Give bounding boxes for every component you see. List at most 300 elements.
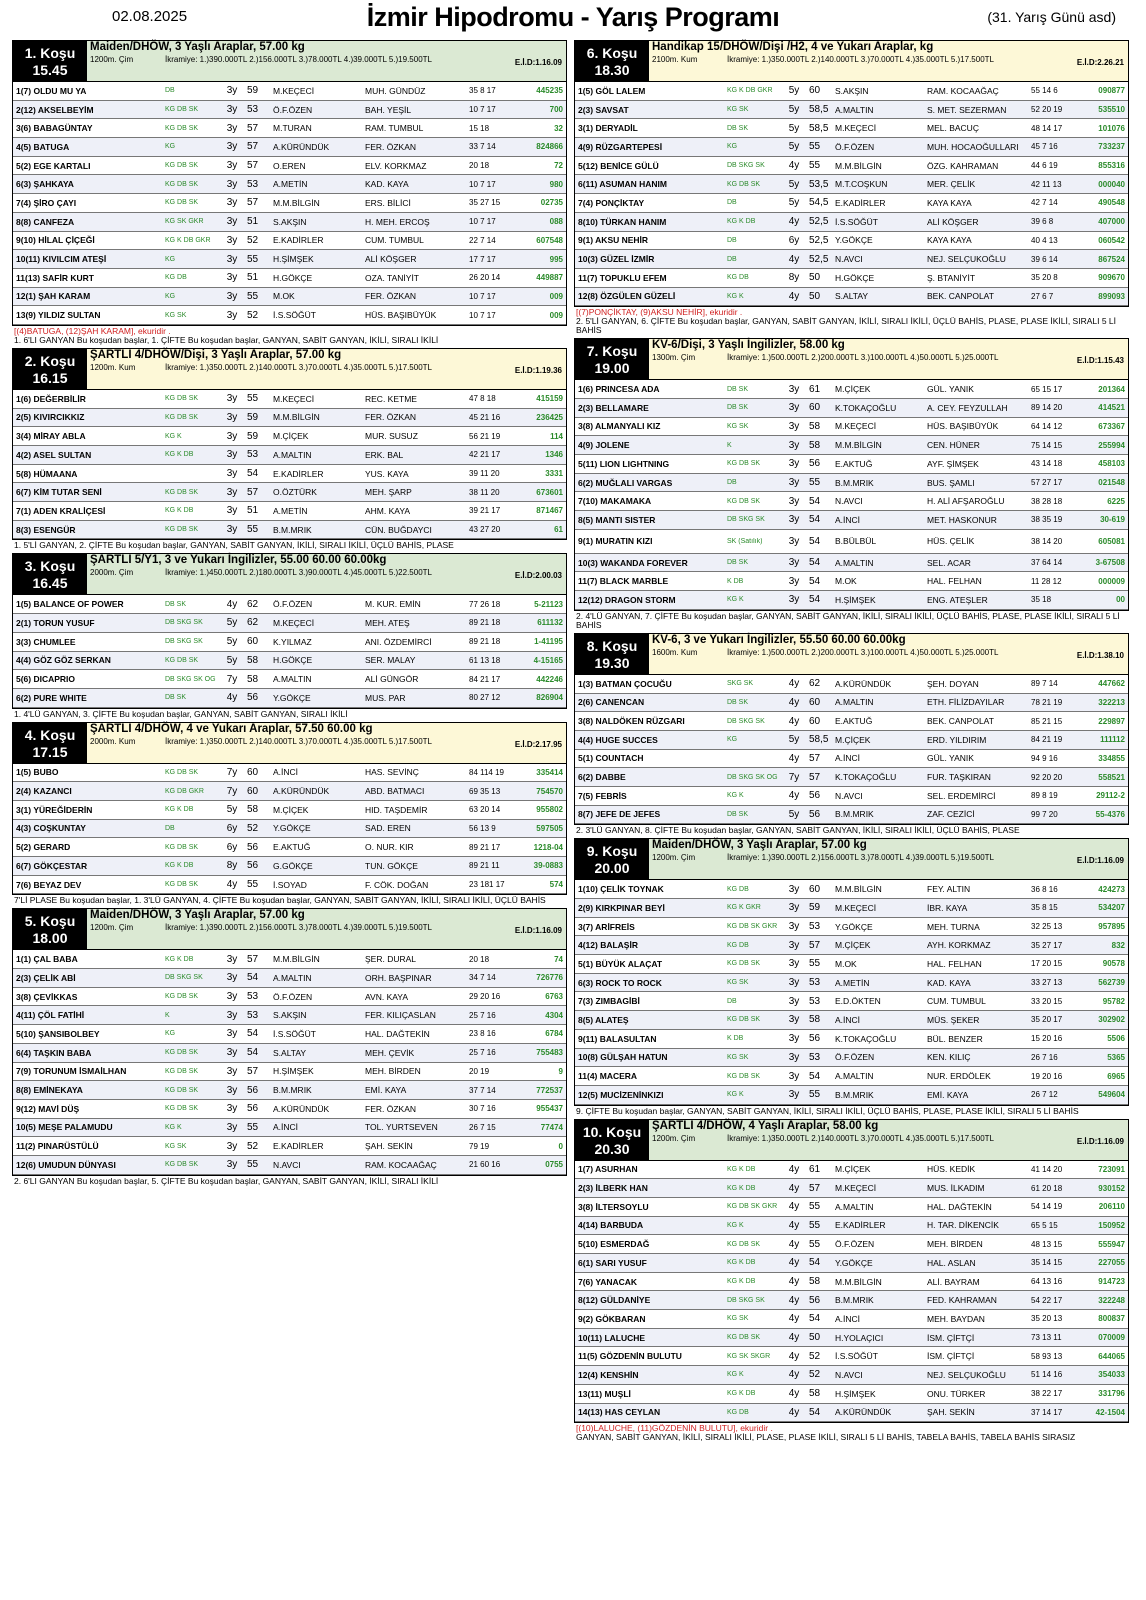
runner-row[interactable] bbox=[13, 1081, 566, 1100]
horse-age: 7y bbox=[226, 673, 238, 685]
runner-row[interactable] bbox=[575, 1404, 1128, 1423]
runner-row[interactable] bbox=[575, 1030, 1128, 1049]
horse-name[interactable]: 3(4) MİRAY ABLA bbox=[16, 431, 86, 442]
horse-name[interactable]: 2(5) KIVIRCIKKIZ bbox=[16, 412, 85, 423]
runner-row[interactable] bbox=[13, 1063, 566, 1082]
horse-name[interactable]: 3(8) ALMANYALI KIZ bbox=[578, 421, 661, 432]
handicap-stats: 10 7 17 bbox=[469, 217, 496, 227]
equipment: KG K DB GKR bbox=[165, 236, 211, 244]
runner-row[interactable] bbox=[13, 269, 566, 288]
horse-name[interactable]: 12(8) ÖZGÜLEN GÜZELİ bbox=[578, 291, 676, 302]
last-form: 229897 bbox=[1098, 716, 1125, 726]
runner-row[interactable] bbox=[575, 1161, 1128, 1180]
equipment: KG DB SK bbox=[165, 526, 199, 534]
horse-name[interactable]: 10(5) MEŞE PALAMUDU bbox=[16, 1122, 113, 1133]
horse-name[interactable]: 3(8) İLTERSOYLU bbox=[578, 1201, 649, 1212]
horse-name[interactable]: 1(1) ÇAL BABA bbox=[16, 954, 78, 965]
runner-row[interactable] bbox=[13, 521, 566, 540]
jockey: N.AVCI bbox=[835, 496, 863, 507]
race-block bbox=[574, 1119, 1129, 1446]
runner-row[interactable] bbox=[13, 838, 566, 857]
horse-name[interactable]: 6(3) ROCK TO ROCK bbox=[578, 977, 662, 988]
runner-row[interactable] bbox=[13, 427, 566, 446]
runner-row[interactable] bbox=[13, 483, 566, 502]
runner-row[interactable] bbox=[13, 213, 566, 232]
owner: M. KUR. EMİN bbox=[365, 599, 421, 610]
runner-row[interactable] bbox=[575, 1198, 1128, 1217]
runner-row[interactable] bbox=[13, 689, 566, 708]
horse-name[interactable]: 5(12) BENİCE GÜLÜ bbox=[578, 160, 659, 171]
runner-row[interactable] bbox=[575, 101, 1128, 120]
handicap-stats: 35 20 17 bbox=[1031, 1015, 1063, 1025]
runner-row[interactable] bbox=[13, 782, 566, 801]
runner-row[interactable] bbox=[575, 731, 1128, 750]
runner-row[interactable] bbox=[575, 1067, 1128, 1086]
horse-name[interactable]: 5(6) DICAPRIO bbox=[16, 674, 76, 685]
runner-row[interactable] bbox=[575, 918, 1128, 937]
horse-name[interactable]: 4(5) BATUGA bbox=[16, 141, 70, 152]
equipment: KG DB SK GKR bbox=[727, 923, 778, 931]
horse-name[interactable]: 1(6) DEĞERBİLİR bbox=[16, 393, 86, 404]
runner-row[interactable] bbox=[575, 399, 1128, 418]
horse-name[interactable]: 3(3) CHUMLEE bbox=[16, 636, 76, 647]
runner-row[interactable] bbox=[575, 936, 1128, 955]
equipment: KG SK bbox=[165, 311, 187, 319]
runner-row[interactable] bbox=[13, 801, 566, 820]
bet-types-note: 2. 6'LI GANYAN Bu koşudan başlar, 5. ÇİFTE Bu koşudan başlar, GANYAN, SABİT GANYAN, İKİLİ, SIRALI İKİLİ bbox=[14, 1175, 439, 1186]
weight: 53 bbox=[247, 178, 259, 190]
owner: AVN. KAYA bbox=[365, 991, 408, 1002]
handicap-stats: 10 7 17 bbox=[469, 291, 496, 301]
runner-row[interactable] bbox=[575, 418, 1128, 437]
runner-row[interactable] bbox=[575, 82, 1128, 101]
horse-name[interactable]: 12(1) ŞAH KARAM bbox=[16, 291, 91, 302]
runner-row[interactable] bbox=[575, 380, 1128, 399]
race-note bbox=[574, 824, 1129, 838]
runner-row[interactable] bbox=[575, 511, 1128, 530]
horse-name[interactable]: 5(2) GERARD bbox=[16, 842, 71, 853]
horse-name[interactable]: 6(4) TAŞKIN BABA bbox=[16, 1047, 92, 1058]
horse-name[interactable]: 2(4) KAZANCI bbox=[16, 786, 72, 797]
horse-name[interactable]: 2(9) KIRKPINAR BEYİ bbox=[578, 902, 665, 913]
runner-row[interactable] bbox=[13, 988, 566, 1007]
horse-name[interactable]: 2(3) BELLAMARE bbox=[578, 402, 649, 413]
horse-name[interactable]: 5(10) ŞANSIBOLBEY bbox=[16, 1028, 100, 1039]
race-header bbox=[12, 722, 567, 764]
runner-row[interactable] bbox=[575, 591, 1128, 610]
horse-name[interactable]: 3(1) DERYADİL bbox=[578, 123, 638, 134]
runner-row[interactable] bbox=[13, 633, 566, 652]
runner-row[interactable] bbox=[575, 899, 1128, 918]
last-form: 442246 bbox=[536, 674, 563, 684]
runner-row[interactable] bbox=[575, 530, 1128, 554]
last-form: 558521 bbox=[1098, 772, 1125, 782]
runner-row[interactable] bbox=[575, 1347, 1128, 1366]
runner-row[interactable] bbox=[575, 1011, 1128, 1030]
last-form: 4304 bbox=[545, 1010, 563, 1020]
horse-name[interactable]: 1(5) BUBO bbox=[16, 767, 59, 778]
equipment: DB bbox=[727, 199, 737, 207]
runner-row[interactable] bbox=[13, 194, 566, 213]
last-form: 449887 bbox=[536, 273, 563, 283]
jockey: A.METİN bbox=[273, 505, 308, 516]
owner: Ş. BTANİYİT bbox=[927, 272, 976, 283]
race-note bbox=[12, 325, 567, 348]
runner-row[interactable] bbox=[575, 455, 1128, 474]
horse-name[interactable]: 4(9) JOLENE bbox=[578, 440, 630, 451]
horse-name[interactable]: 8(8) CANFEZA bbox=[16, 216, 75, 227]
runner-row[interactable] bbox=[575, 269, 1128, 288]
weight: 54,5 bbox=[809, 197, 829, 209]
horse-name[interactable]: 4(3) COŞKUNTAY bbox=[16, 823, 86, 834]
owner: MEH. BAYDAN bbox=[927, 1313, 985, 1324]
handicap-stats: 38 11 20 bbox=[469, 487, 500, 497]
owner: NEJ. SELÇUKOĞLU bbox=[927, 254, 1006, 265]
runner-row[interactable] bbox=[13, 119, 566, 138]
horse-name[interactable]: 12(5) MUCİZENİNKIZI bbox=[578, 1089, 664, 1100]
runner-row[interactable] bbox=[575, 712, 1128, 731]
horse-name[interactable]: 8(7) JEFE DE JEFES bbox=[578, 809, 661, 820]
runner-row[interactable] bbox=[13, 1119, 566, 1138]
horse-name[interactable]: 5(10) ESMERDAĞ bbox=[578, 1239, 650, 1250]
horse-name[interactable]: 12(4) KENSHİN bbox=[578, 1369, 639, 1380]
horse-age: 8y bbox=[226, 860, 238, 872]
owner: HAS. SEVİNÇ bbox=[365, 767, 419, 778]
horse-age: 4y bbox=[788, 253, 800, 265]
race-time: 19.00 bbox=[594, 360, 630, 377]
runner-row[interactable] bbox=[575, 1235, 1128, 1254]
horse-name[interactable]: 7(3) ZIMBAGİBİ bbox=[578, 996, 640, 1007]
handicap-stats: 94 9 16 bbox=[1031, 753, 1058, 763]
runner-row[interactable] bbox=[575, 806, 1128, 825]
horse-name[interactable]: 12(6) UMUDUN DÜNYASI bbox=[16, 1159, 116, 1170]
runner-row[interactable] bbox=[13, 1100, 566, 1119]
owner: ALİ KÖŞGER bbox=[365, 254, 417, 265]
runner-row[interactable] bbox=[575, 768, 1128, 787]
runner-row[interactable] bbox=[575, 492, 1128, 511]
horse-name[interactable]: 10(3) GÜZEL İZMİR bbox=[578, 254, 655, 265]
horse-age: 3y bbox=[788, 902, 800, 914]
horse-name[interactable]: 10(11) KIVILCIM ATEŞİ bbox=[16, 254, 107, 265]
handicap-stats: 42 11 13 bbox=[1031, 179, 1062, 189]
horse-name[interactable]: 11(5) GÖZDENİN BULUTU bbox=[578, 1351, 682, 1362]
horse-name[interactable]: 7(5) FEBRİS bbox=[578, 790, 627, 801]
handicap-stats: 33 20 15 bbox=[1031, 996, 1063, 1006]
last-form: 6784 bbox=[545, 1029, 563, 1039]
race-number-box bbox=[575, 339, 649, 379]
runner-row[interactable] bbox=[575, 194, 1128, 213]
horse-name[interactable]: 6(2) MUĞLALI VARGAS bbox=[578, 477, 673, 488]
horse-name[interactable]: 10(11) LALUCHE bbox=[578, 1332, 646, 1343]
horse-name[interactable]: 4(4) GÖZ GÖZ SERKAN bbox=[16, 655, 111, 666]
horse-name[interactable]: 2(12) AKSELBEYİM bbox=[16, 104, 94, 115]
horse-name[interactable]: 1(7) OLDU MU YA bbox=[16, 85, 87, 96]
horse-name[interactable]: 11(7) BLACK MARBLE bbox=[578, 576, 669, 587]
runner-row[interactable] bbox=[575, 880, 1128, 899]
horse-name[interactable]: 9(1) MURATIN KIZI bbox=[578, 536, 653, 547]
horse-name[interactable]: 1(5) GÖL LALEM bbox=[578, 85, 646, 96]
runner-row[interactable] bbox=[575, 1385, 1128, 1404]
horse-name[interactable]: 11(7) TOPUKLU EFEM bbox=[578, 272, 667, 283]
race-info bbox=[649, 1120, 1128, 1160]
equipment: KG DB SK bbox=[165, 1086, 199, 1094]
horse-name[interactable]: 9(1) AKSU NEHİR bbox=[578, 235, 649, 246]
weight: 55 bbox=[247, 290, 259, 302]
horse-age: 8y bbox=[788, 272, 800, 284]
owner: MEH. TURNA bbox=[927, 921, 980, 932]
equipment: DB SKG SK bbox=[165, 638, 203, 646]
weight: 57 bbox=[809, 771, 821, 783]
horse-name[interactable]: 5(8) HÜMAANA bbox=[16, 468, 78, 479]
horse-name[interactable]: 11(2) PINARÜSTÜLÜ bbox=[16, 1141, 99, 1152]
runner-row[interactable] bbox=[13, 1156, 566, 1175]
horse-name[interactable]: 7(4) ŞİRO ÇAYI bbox=[16, 197, 77, 208]
horse-name[interactable]: 13(9) YILDIZ SULTAN bbox=[16, 310, 101, 321]
owner: FER. ÖZKAN bbox=[365, 1103, 417, 1114]
horse-name[interactable]: 8(10) TÜRKAN HANIM bbox=[578, 216, 667, 227]
weight: 56 bbox=[809, 458, 821, 470]
runner-row[interactable] bbox=[575, 694, 1128, 713]
equipment: KG K bbox=[165, 1123, 182, 1131]
equipment: K bbox=[165, 1011, 170, 1019]
horse-name[interactable]: 14(13) HAS CEYLAN bbox=[578, 1407, 661, 1418]
horse-name[interactable]: 8(12) GÜLDANİYE bbox=[578, 1295, 651, 1306]
runner-row[interactable] bbox=[13, 652, 566, 671]
runner-row[interactable] bbox=[13, 157, 566, 176]
weight: 53 bbox=[247, 449, 259, 461]
runner-row[interactable] bbox=[13, 950, 566, 969]
horse-name[interactable]: 2(3) İLBERK HAN bbox=[578, 1183, 648, 1194]
runner-row[interactable] bbox=[575, 288, 1128, 307]
runner-row[interactable] bbox=[13, 670, 566, 689]
runner-row[interactable] bbox=[575, 213, 1128, 232]
horse-name[interactable]: 3(1) YÜREĞİDERİN bbox=[16, 804, 93, 815]
race-distance: 1200m. Kum bbox=[90, 362, 136, 372]
horse-name[interactable]: 3(7) ARİFREİS bbox=[578, 921, 635, 932]
runner-row[interactable] bbox=[13, 390, 566, 409]
runner-row[interactable] bbox=[13, 1137, 566, 1156]
runner-row[interactable] bbox=[575, 1086, 1128, 1105]
runner-row[interactable] bbox=[13, 502, 566, 521]
runner-row[interactable] bbox=[13, 764, 566, 783]
horse-name[interactable]: 9(2) GÖKBARAN bbox=[578, 1313, 646, 1324]
runner-row[interactable] bbox=[575, 955, 1128, 974]
owner: KAD. KAYA bbox=[365, 179, 409, 190]
horse-age: 3y bbox=[226, 234, 238, 246]
handicap-stats: 35 20 13 bbox=[1031, 1314, 1063, 1324]
horse-age: 3y bbox=[226, 1159, 238, 1171]
runner-row[interactable] bbox=[575, 119, 1128, 138]
handicap-stats: 29 20 16 bbox=[469, 992, 501, 1002]
runner-row[interactable] bbox=[13, 857, 566, 876]
horse-name[interactable]: 2(3) ÇELİK ABİ bbox=[16, 972, 76, 983]
horse-name[interactable]: 4(2) ASEL SULTAN bbox=[16, 449, 92, 460]
horse-name[interactable]: 7(9) TORUNUM İSMAİLHAN bbox=[16, 1066, 127, 1077]
runner-row[interactable] bbox=[575, 572, 1128, 591]
runner-row[interactable] bbox=[575, 1366, 1128, 1385]
last-form: 6763 bbox=[545, 992, 563, 1002]
runner-row[interactable] bbox=[575, 232, 1128, 251]
runner-row[interactable] bbox=[575, 1179, 1128, 1198]
jockey: İ.S.SÖĞÜT bbox=[835, 1351, 878, 1362]
runner-row[interactable] bbox=[13, 876, 566, 895]
horse-name[interactable]: 6(2) PURE WHITE bbox=[16, 692, 87, 703]
runner-row[interactable] bbox=[575, 1329, 1128, 1348]
horse-name[interactable]: 4(12) BALAŞİR bbox=[578, 940, 638, 951]
runner-row[interactable] bbox=[575, 554, 1128, 573]
horse-name[interactable]: 7(1) ADEN KRALİÇESİ bbox=[16, 505, 106, 516]
horse-name[interactable]: 2(1) TORUN YUSUF bbox=[16, 617, 95, 628]
horse-name[interactable]: 9(11) BALASULTAN bbox=[578, 1033, 657, 1044]
horse-name[interactable]: 6(11) ASUMAN HANIM bbox=[578, 179, 667, 190]
runner-row[interactable] bbox=[13, 306, 566, 325]
last-form: 111112 bbox=[1100, 735, 1125, 745]
horse-name[interactable]: 3(6) BABAGÜNTAY bbox=[16, 123, 93, 134]
handicap-stats: 26 7 16 bbox=[1031, 1052, 1058, 1062]
equipment: DB SK bbox=[727, 559, 749, 567]
horse-name[interactable]: 11(4) MACERA bbox=[578, 1071, 638, 1082]
runner-row[interactable] bbox=[13, 409, 566, 428]
horse-name[interactable]: 1(6) PRINCESA ADA bbox=[578, 384, 660, 395]
horse-name[interactable]: 3(8) ÇEVİKKAS bbox=[16, 991, 78, 1002]
runner-row[interactable] bbox=[13, 288, 566, 307]
horse-name[interactable]: 8(8) EMİNEKAYA bbox=[16, 1085, 83, 1096]
runner-row[interactable] bbox=[575, 250, 1128, 269]
handicap-stats: 20 18 bbox=[469, 954, 490, 964]
owner: İSM. ÇİFTÇİ bbox=[927, 1332, 975, 1343]
runner-row[interactable] bbox=[575, 1291, 1128, 1310]
runner-row[interactable] bbox=[13, 175, 566, 194]
horse-name[interactable]: 12(12) DRAGON STORM bbox=[578, 594, 676, 605]
runner-row[interactable] bbox=[575, 1273, 1128, 1292]
runner-row[interactable] bbox=[575, 175, 1128, 194]
horse-name[interactable]: 8(5) ALATEŞ bbox=[578, 1014, 629, 1025]
horse-age: 3y bbox=[226, 1047, 238, 1059]
handicap-stats: 64 13 16 bbox=[1031, 1277, 1063, 1287]
handicap-stats: 38 28 18 bbox=[1031, 496, 1063, 506]
owner: CÜN. BUĞDAYCI bbox=[365, 524, 432, 535]
horse-name[interactable]: 2(6) CANENCAN bbox=[578, 697, 645, 708]
last-form: 322213 bbox=[1098, 697, 1125, 707]
runner-row[interactable] bbox=[575, 157, 1128, 176]
runner-row[interactable] bbox=[13, 1006, 566, 1025]
runner-row[interactable] bbox=[13, 1025, 566, 1044]
runner-row[interactable] bbox=[575, 474, 1128, 493]
runner-row[interactable] bbox=[575, 138, 1128, 157]
bet-types-note: 2. 4'LÜ GANYAN, 7. ÇİFTE Bu koşudan başlar, GANYAN, SABİT GANYAN, İKİLİ, SIRALI İKİLİ, ÜÇLÜ BAHİS, PLASE, PLASE İKİLİ, SIRALI 5 Lİ BAHİS bbox=[576, 610, 1120, 630]
horse-name[interactable]: 5(1) COUNTACH bbox=[578, 753, 644, 764]
horse-name[interactable]: 6(2) DABBE bbox=[578, 772, 626, 783]
horse-name[interactable]: 10(8) GÜLŞAH HATUN bbox=[578, 1052, 668, 1063]
handicap-stats: 89 21 11 bbox=[469, 861, 500, 871]
horse-name[interactable]: 13(11) MUŞLİ bbox=[578, 1388, 631, 1399]
owner: RAM. KOCAAĞAÇ bbox=[365, 1159, 437, 1170]
horse-name[interactable]: 2(3) SAVSAT bbox=[578, 104, 629, 115]
horse-name[interactable]: 1(3) BATMAN ÇOCUĞU bbox=[578, 678, 672, 689]
handicap-stats: 89 8 19 bbox=[1031, 791, 1058, 801]
horse-name[interactable]: 7(4) PONÇİKTAY bbox=[578, 197, 645, 208]
runner-row[interactable] bbox=[575, 675, 1128, 694]
horse-name[interactable]: 4(4) HUGE SUCCES bbox=[578, 734, 658, 745]
runner-row[interactable] bbox=[13, 101, 566, 120]
horse-name[interactable]: 1(10) ÇELİK TOYNAK bbox=[578, 884, 664, 895]
runner-row[interactable] bbox=[13, 232, 566, 251]
runner-row[interactable] bbox=[13, 465, 566, 484]
horse-age: 5y bbox=[226, 654, 238, 666]
last-form: 534207 bbox=[1098, 903, 1125, 913]
equipment: DB SKG SK bbox=[727, 717, 765, 725]
runner-row[interactable] bbox=[575, 1217, 1128, 1236]
horse-name[interactable]: 1(5) BALANCE OF POWER bbox=[16, 599, 124, 610]
horse-name[interactable]: 6(3) ŞAHKAYA bbox=[16, 179, 74, 190]
horse-name[interactable]: 1(7) ASURHAN bbox=[578, 1164, 638, 1175]
runner-row[interactable] bbox=[13, 595, 566, 614]
runner-row[interactable] bbox=[575, 992, 1128, 1011]
horse-name[interactable]: 5(11) LION LIGHTNING bbox=[578, 458, 670, 469]
last-form: 871467 bbox=[536, 506, 563, 516]
runner-row[interactable] bbox=[575, 1254, 1128, 1273]
owner: CUM. TUMBUL bbox=[365, 235, 424, 246]
horse-name[interactable]: 4(14) BARBUDA bbox=[578, 1220, 644, 1231]
horse-name[interactable]: 3(8) NALDÖKEN RÜZGARI bbox=[578, 716, 685, 727]
runner-row[interactable] bbox=[575, 436, 1128, 455]
equipment: KG K DB bbox=[727, 1165, 756, 1173]
runner-row[interactable] bbox=[575, 1310, 1128, 1329]
horse-name[interactable]: 4(9) RÜZGARTEPESİ bbox=[578, 141, 663, 152]
runner-row[interactable] bbox=[575, 974, 1128, 993]
runner-row[interactable] bbox=[575, 750, 1128, 769]
equipment: DB SKG SK bbox=[727, 1296, 765, 1304]
jockey: H.ŞİMŞEK bbox=[273, 1066, 314, 1077]
horse-name[interactable]: 6(1) SARI YUSUF bbox=[578, 1257, 647, 1268]
runner-row[interactable] bbox=[13, 1044, 566, 1063]
horse-name[interactable]: 5(1) BÜYÜK ALAÇAT bbox=[578, 958, 663, 969]
runner-row[interactable] bbox=[13, 138, 566, 157]
horse-name[interactable]: 9(10) HİLAL ÇİÇEĞİ bbox=[16, 235, 95, 246]
horse-name[interactable]: 11(13) SAFİR KURT bbox=[16, 272, 94, 283]
runner-row[interactable] bbox=[13, 446, 566, 465]
runner-row[interactable] bbox=[13, 969, 566, 988]
owner: MEH. BİRDEN bbox=[927, 1239, 983, 1250]
horse-name[interactable]: 10(3) WAKANDA FOREVER bbox=[578, 557, 688, 568]
horse-name[interactable]: 7(6) BEYAZ DEV bbox=[16, 879, 82, 890]
horse-name[interactable]: 8(5) MANTI SISTER bbox=[578, 514, 656, 525]
jockey: E.KADİRLER bbox=[273, 1141, 324, 1152]
horse-name[interactable]: 6(7) KİM TUTAR SENİ bbox=[16, 487, 102, 498]
jockey: M.OK bbox=[273, 291, 295, 302]
horse-name[interactable]: 4(11) ÇÖL FATİHİ bbox=[16, 1010, 85, 1021]
runner-row[interactable] bbox=[13, 820, 566, 839]
bet-types-note: 1. 4'LÜ GANYAN, 3. ÇİFTE Bu koşudan başlar, GANYAN, SABİT GANYAN, SIRALI İKİLİ bbox=[14, 708, 348, 719]
runner-row[interactable] bbox=[13, 82, 566, 101]
runner-row[interactable] bbox=[13, 614, 566, 633]
runner-row[interactable] bbox=[575, 787, 1128, 806]
runner-row[interactable] bbox=[13, 250, 566, 269]
horse-name[interactable]: 9(12) MAVİ DÜŞ bbox=[16, 1103, 80, 1114]
equipment: DB SKG SK OG bbox=[165, 675, 216, 683]
weight: 56 bbox=[247, 1084, 259, 1096]
jockey: A.KÜRÜNDÜK bbox=[273, 786, 330, 797]
horse-name[interactable]: 5(2) EGE KARTALI bbox=[16, 160, 91, 171]
horse-name[interactable]: 7(6) YANACAK bbox=[578, 1276, 638, 1287]
right-column bbox=[574, 40, 1129, 1445]
runner-row[interactable] bbox=[575, 1049, 1128, 1068]
horse-name[interactable]: 8(3) ESENGÜR bbox=[16, 524, 76, 535]
owner: KEN. KILIÇ bbox=[927, 1052, 971, 1063]
race-condition: Maiden/DHÖW, 3 Yaşlı Araplar, 57.00 kg bbox=[652, 839, 867, 852]
horse-name[interactable]: 7(10) MAKAMAKA bbox=[578, 496, 652, 507]
horse-name[interactable]: 6(7) GÖKÇESTAR bbox=[16, 860, 88, 871]
